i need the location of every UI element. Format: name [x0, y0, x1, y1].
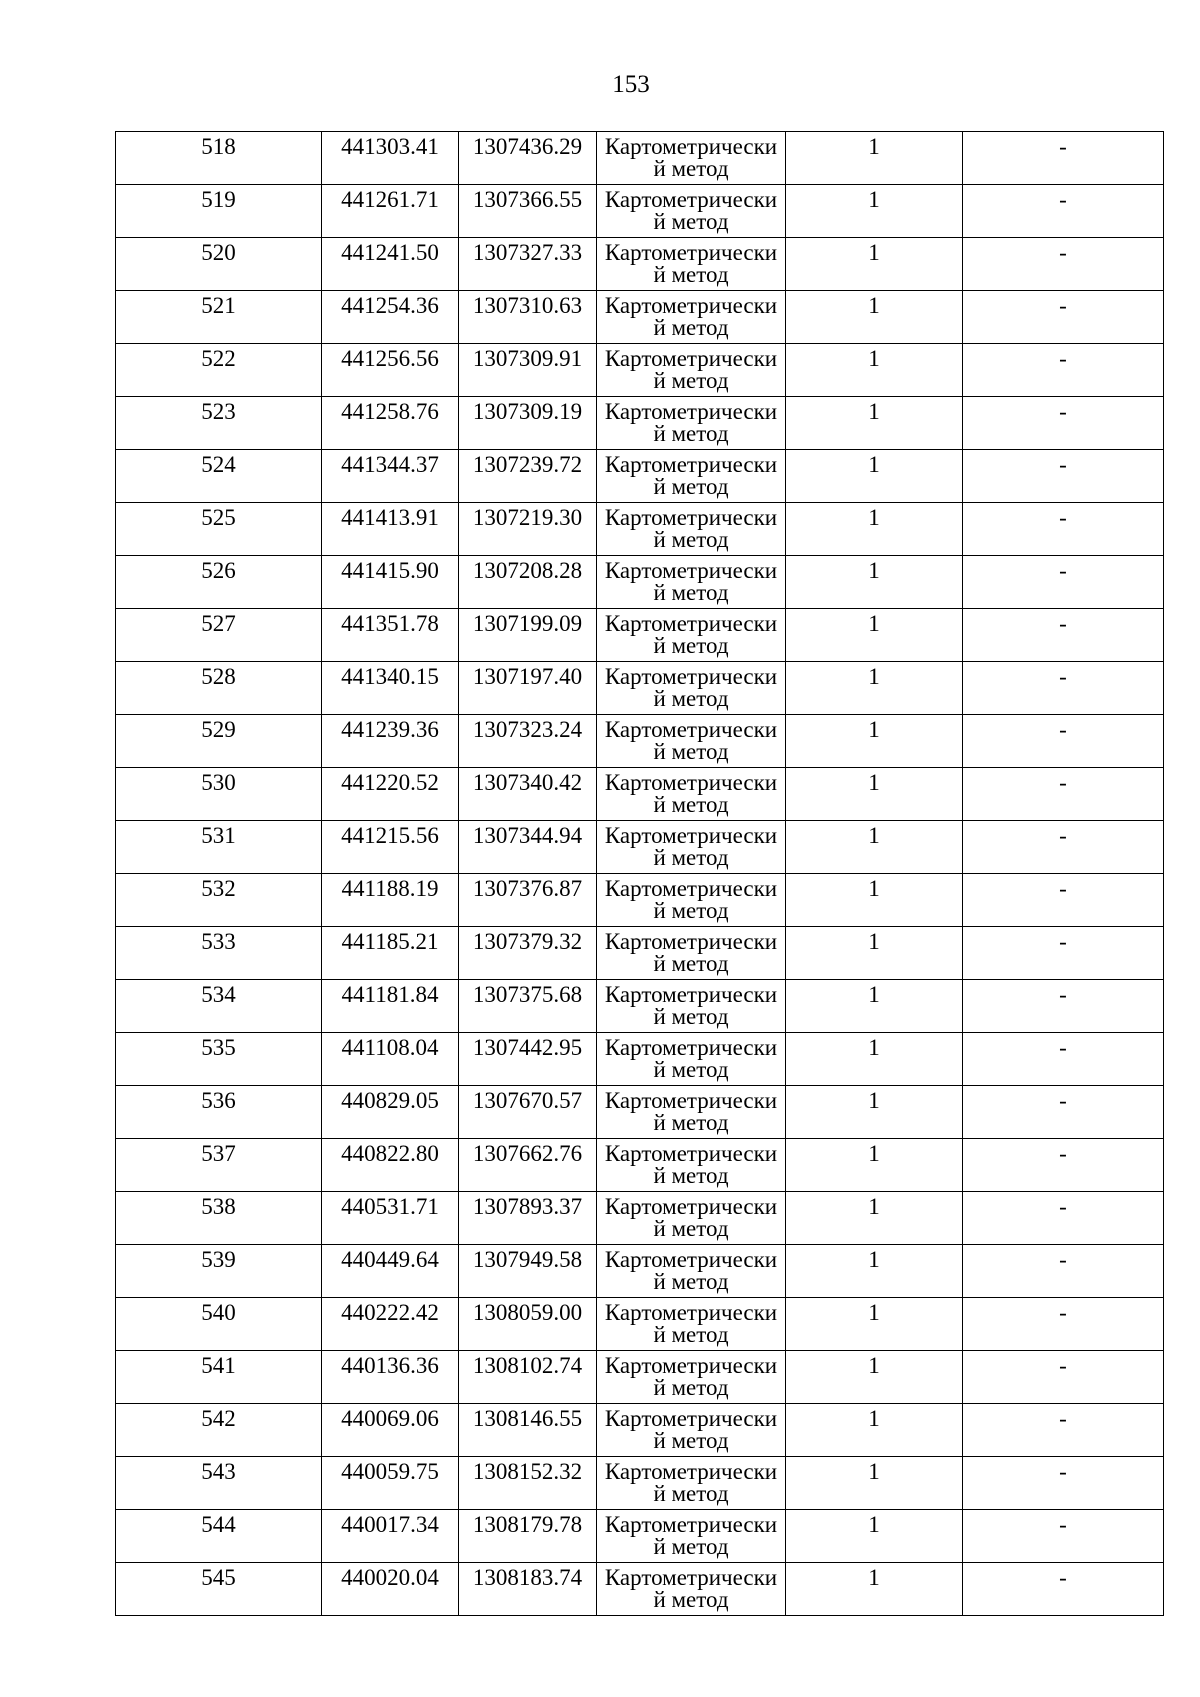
method-line-1: Картометрически [604, 1512, 778, 1537]
x-coordinate-cell: 441181.84 [322, 980, 459, 1033]
method-line-2: й метод [653, 368, 729, 393]
accuracy-cell: 1 [786, 1192, 963, 1245]
accuracy-cell: 1 [786, 980, 963, 1033]
table-row [116, 1457, 1164, 1510]
table-row [116, 556, 1164, 609]
table-row [116, 291, 1164, 344]
method-cell [597, 1139, 786, 1192]
method-line-1: Картометрически [604, 1300, 778, 1325]
method-line-2: й метод [653, 1322, 729, 1347]
y-coordinate-cell: 1307239.72 [459, 450, 597, 503]
accuracy-cell: 1 [786, 1086, 963, 1139]
method-line-2: й метод [653, 315, 729, 340]
y-coordinate-cell: 1307893.37 [459, 1192, 597, 1245]
description-cell: - [963, 715, 1164, 768]
method-cell [597, 450, 786, 503]
accuracy-cell: 1 [786, 1457, 963, 1510]
x-coordinate-cell: 441344.37 [322, 450, 459, 503]
table-row [116, 768, 1164, 821]
description-cell: - [963, 980, 1164, 1033]
table-row [116, 1404, 1164, 1457]
method-line-2: й метод [653, 1428, 729, 1453]
table-row [116, 344, 1164, 397]
accuracy-cell: 1 [786, 1404, 963, 1457]
method-line-1: Картометрически [604, 346, 778, 371]
method-cell [597, 1457, 786, 1510]
y-coordinate-cell: 1307379.32 [459, 927, 597, 980]
x-coordinate-cell: 440059.75 [322, 1457, 459, 1510]
description-cell: - [963, 609, 1164, 662]
method-cell [597, 609, 786, 662]
method-cell [597, 927, 786, 980]
method-line-2: й метод [653, 792, 729, 817]
method-line-2: й метод [653, 156, 729, 181]
method-line-2: й метод [653, 421, 729, 446]
description-cell: - [963, 1033, 1164, 1086]
table-row [116, 238, 1164, 291]
method-line-2: й метод [653, 1587, 729, 1612]
method-line-1: Картометрически [604, 929, 778, 954]
method-line-1: Картометрически [604, 452, 778, 477]
method-line-2: й метод [653, 686, 729, 711]
point-number-cell: 544 [116, 1510, 322, 1563]
x-coordinate-cell: 441215.56 [322, 821, 459, 874]
page-number: 153 [612, 71, 650, 98]
method-cell [597, 662, 786, 715]
accuracy-cell: 1 [786, 1033, 963, 1086]
x-coordinate-cell: 441351.78 [322, 609, 459, 662]
y-coordinate-cell: 1307323.24 [459, 715, 597, 768]
description-cell: - [963, 1563, 1164, 1616]
method-cell [597, 185, 786, 238]
x-coordinate-cell: 441241.50 [322, 238, 459, 291]
table-row [116, 1298, 1164, 1351]
x-coordinate-cell: 441413.91 [322, 503, 459, 556]
y-coordinate-cell: 1307344.94 [459, 821, 597, 874]
method-line-1: Картометрически [604, 558, 778, 583]
method-line-2: й метод [653, 580, 729, 605]
y-coordinate-cell: 1307376.87 [459, 874, 597, 927]
accuracy-cell: 1 [786, 1510, 963, 1563]
method-cell [597, 397, 786, 450]
table-row [116, 821, 1164, 874]
method-line-2: й метод [653, 898, 729, 923]
accuracy-cell: 1 [786, 1139, 963, 1192]
table-row [116, 450, 1164, 503]
method-line-1: Картометрически [604, 1141, 778, 1166]
y-coordinate-cell: 1308059.00 [459, 1298, 597, 1351]
method-line-1: Картометрически [604, 187, 778, 212]
point-number-cell: 545 [116, 1563, 322, 1616]
method-line-1: Картометрически [604, 134, 778, 159]
table-row [116, 1510, 1164, 1563]
accuracy-cell: 1 [786, 397, 963, 450]
description-cell: - [963, 1245, 1164, 1298]
accuracy-cell: 1 [786, 927, 963, 980]
x-coordinate-cell: 441220.52 [322, 768, 459, 821]
point-number-cell: 534 [116, 980, 322, 1033]
method-line-1: Картометрически [604, 876, 778, 901]
description-cell: - [963, 291, 1164, 344]
method-line-2: й метод [653, 1534, 729, 1559]
accuracy-cell: 1 [786, 1245, 963, 1298]
point-number-cell: 538 [116, 1192, 322, 1245]
method-line-2: й метод [653, 262, 729, 287]
description-cell: - [963, 874, 1164, 927]
accuracy-cell: 1 [786, 1563, 963, 1616]
x-coordinate-cell: 441303.41 [322, 132, 459, 185]
accuracy-cell: 1 [786, 1351, 963, 1404]
y-coordinate-cell: 1307309.19 [459, 397, 597, 450]
method-cell [597, 1510, 786, 1563]
description-cell: - [963, 1351, 1164, 1404]
description-cell: - [963, 662, 1164, 715]
x-coordinate-cell: 441239.36 [322, 715, 459, 768]
coordinates-table [115, 131, 1164, 1616]
y-coordinate-cell: 1307340.42 [459, 768, 597, 821]
method-cell [597, 980, 786, 1033]
point-number-cell: 526 [116, 556, 322, 609]
method-line-2: й метод [653, 1057, 729, 1082]
point-number-cell: 536 [116, 1086, 322, 1139]
x-coordinate-cell: 440020.04 [322, 1563, 459, 1616]
method-cell [597, 874, 786, 927]
method-line-2: й метод [653, 845, 729, 870]
accuracy-cell: 1 [786, 185, 963, 238]
description-cell: - [963, 503, 1164, 556]
y-coordinate-cell: 1307309.91 [459, 344, 597, 397]
description-cell: - [963, 1404, 1164, 1457]
point-number-cell: 541 [116, 1351, 322, 1404]
description-cell: - [963, 132, 1164, 185]
x-coordinate-cell: 441258.76 [322, 397, 459, 450]
accuracy-cell: 1 [786, 874, 963, 927]
table-row [116, 662, 1164, 715]
description-cell: - [963, 1298, 1164, 1351]
accuracy-cell: 1 [786, 238, 963, 291]
table-row [116, 503, 1164, 556]
x-coordinate-cell: 441188.19 [322, 874, 459, 927]
method-line-1: Картометрически [604, 505, 778, 530]
table-row [116, 185, 1164, 238]
table-row [116, 1192, 1164, 1245]
y-coordinate-cell: 1308152.32 [459, 1457, 597, 1510]
point-number-cell: 543 [116, 1457, 322, 1510]
table-row [116, 1245, 1164, 1298]
y-coordinate-cell: 1308102.74 [459, 1351, 597, 1404]
method-line-2: й метод [653, 1004, 729, 1029]
method-line-1: Картометрически [604, 717, 778, 742]
point-number-cell: 529 [116, 715, 322, 768]
method-line-2: й метод [653, 739, 729, 764]
accuracy-cell: 1 [786, 503, 963, 556]
method-line-1: Картометрически [604, 1406, 778, 1431]
method-line-1: Картометрически [604, 770, 778, 795]
table-row [116, 609, 1164, 662]
description-cell: - [963, 1510, 1164, 1563]
point-number-cell: 535 [116, 1033, 322, 1086]
method-cell [597, 1404, 786, 1457]
point-number-cell: 518 [116, 132, 322, 185]
method-line-1: Картометрически [604, 293, 778, 318]
x-coordinate-cell: 440822.80 [322, 1139, 459, 1192]
method-line-1: Картометрически [604, 611, 778, 636]
x-coordinate-cell: 441256.56 [322, 344, 459, 397]
method-cell [597, 132, 786, 185]
x-coordinate-cell: 440222.42 [322, 1298, 459, 1351]
point-number-cell: 525 [116, 503, 322, 556]
method-line-1: Картометрически [604, 982, 778, 1007]
y-coordinate-cell: 1308183.74 [459, 1563, 597, 1616]
description-cell: - [963, 1457, 1164, 1510]
table-row [116, 980, 1164, 1033]
method-cell [597, 503, 786, 556]
description-cell: - [963, 556, 1164, 609]
point-number-cell: 531 [116, 821, 322, 874]
y-coordinate-cell: 1307219.30 [459, 503, 597, 556]
table-row [116, 874, 1164, 927]
y-coordinate-cell: 1307327.33 [459, 238, 597, 291]
accuracy-cell: 1 [786, 450, 963, 503]
method-line-1: Картометрически [604, 1194, 778, 1219]
point-number-cell: 533 [116, 927, 322, 980]
table-row [116, 132, 1164, 185]
description-cell: - [963, 238, 1164, 291]
table-row [116, 1086, 1164, 1139]
method-cell [597, 1245, 786, 1298]
table-row [116, 1139, 1164, 1192]
y-coordinate-cell: 1307375.68 [459, 980, 597, 1033]
method-line-1: Картометрически [604, 240, 778, 265]
method-line-1: Картометрически [604, 664, 778, 689]
method-line-2: й метод [653, 1481, 729, 1506]
method-cell [597, 291, 786, 344]
method-line-1: Картометрически [604, 399, 778, 424]
point-number-cell: 532 [116, 874, 322, 927]
method-cell [597, 768, 786, 821]
table-row [116, 1033, 1164, 1086]
description-cell: - [963, 185, 1164, 238]
accuracy-cell: 1 [786, 768, 963, 821]
description-cell: - [963, 1192, 1164, 1245]
description-cell: - [963, 927, 1164, 980]
x-coordinate-cell: 441185.21 [322, 927, 459, 980]
table-row [116, 1351, 1164, 1404]
description-cell: - [963, 768, 1164, 821]
point-number-cell: 521 [116, 291, 322, 344]
x-coordinate-cell: 441261.71 [322, 185, 459, 238]
method-line-1: Картометрически [604, 1459, 778, 1484]
y-coordinate-cell: 1307949.58 [459, 1245, 597, 1298]
method-line-2: й метод [653, 1375, 729, 1400]
coordinates-table-body [116, 132, 1164, 1616]
method-line-2: й метод [653, 209, 729, 234]
y-coordinate-cell: 1308179.78 [459, 1510, 597, 1563]
y-coordinate-cell: 1307310.63 [459, 291, 597, 344]
point-number-cell: 523 [116, 397, 322, 450]
description-cell: - [963, 1086, 1164, 1139]
method-line-2: й метод [653, 1163, 729, 1188]
point-number-cell: 519 [116, 185, 322, 238]
description-cell: - [963, 397, 1164, 450]
method-line-1: Картометрически [604, 823, 778, 848]
method-line-2: й метод [653, 633, 729, 658]
method-line-1: Картометрически [604, 1353, 778, 1378]
y-coordinate-cell: 1307670.57 [459, 1086, 597, 1139]
accuracy-cell: 1 [786, 715, 963, 768]
accuracy-cell: 1 [786, 291, 963, 344]
method-line-1: Картометрически [604, 1088, 778, 1113]
x-coordinate-cell: 441254.36 [322, 291, 459, 344]
method-cell [597, 1192, 786, 1245]
method-line-2: й метод [653, 951, 729, 976]
y-coordinate-cell: 1307436.29 [459, 132, 597, 185]
point-number-cell: 539 [116, 1245, 322, 1298]
y-coordinate-cell: 1307199.09 [459, 609, 597, 662]
accuracy-cell: 1 [786, 609, 963, 662]
x-coordinate-cell: 440829.05 [322, 1086, 459, 1139]
method-line-1: Картометрически [604, 1035, 778, 1060]
method-line-2: й метод [653, 474, 729, 499]
point-number-cell: 527 [116, 609, 322, 662]
point-number-cell: 528 [116, 662, 322, 715]
y-coordinate-cell: 1308146.55 [459, 1404, 597, 1457]
x-coordinate-cell: 440069.06 [322, 1404, 459, 1457]
method-cell [597, 556, 786, 609]
table-row [116, 927, 1164, 980]
method-cell [597, 715, 786, 768]
description-cell: - [963, 821, 1164, 874]
method-cell [597, 821, 786, 874]
method-line-1: Картометрически [604, 1565, 778, 1590]
x-coordinate-cell: 441415.90 [322, 556, 459, 609]
accuracy-cell: 1 [786, 132, 963, 185]
y-coordinate-cell: 1307366.55 [459, 185, 597, 238]
x-coordinate-cell: 440449.64 [322, 1245, 459, 1298]
table-row [116, 1563, 1164, 1616]
y-coordinate-cell: 1307442.95 [459, 1033, 597, 1086]
point-number-cell: 524 [116, 450, 322, 503]
x-coordinate-cell: 440531.71 [322, 1192, 459, 1245]
x-coordinate-cell: 441340.15 [322, 662, 459, 715]
point-number-cell: 522 [116, 344, 322, 397]
x-coordinate-cell: 440017.34 [322, 1510, 459, 1563]
method-cell [597, 1086, 786, 1139]
x-coordinate-cell: 440136.36 [322, 1351, 459, 1404]
method-cell [597, 1298, 786, 1351]
accuracy-cell: 1 [786, 344, 963, 397]
method-cell [597, 1563, 786, 1616]
method-cell [597, 344, 786, 397]
accuracy-cell: 1 [786, 1298, 963, 1351]
point-number-cell: 542 [116, 1404, 322, 1457]
method-line-1: Картометрически [604, 1247, 778, 1272]
method-cell [597, 1033, 786, 1086]
method-line-2: й метод [653, 1269, 729, 1294]
method-line-2: й метод [653, 527, 729, 552]
method-cell [597, 238, 786, 291]
y-coordinate-cell: 1307208.28 [459, 556, 597, 609]
accuracy-cell: 1 [786, 556, 963, 609]
point-number-cell: 520 [116, 238, 322, 291]
table-row [116, 397, 1164, 450]
description-cell: - [963, 344, 1164, 397]
accuracy-cell: 1 [786, 662, 963, 715]
description-cell: - [963, 450, 1164, 503]
table-row [116, 715, 1164, 768]
y-coordinate-cell: 1307662.76 [459, 1139, 597, 1192]
method-line-2: й метод [653, 1216, 729, 1241]
point-number-cell: 540 [116, 1298, 322, 1351]
method-cell [597, 1351, 786, 1404]
point-number-cell: 530 [116, 768, 322, 821]
x-coordinate-cell: 441108.04 [322, 1033, 459, 1086]
accuracy-cell: 1 [786, 821, 963, 874]
description-cell: - [963, 1139, 1164, 1192]
y-coordinate-cell: 1307197.40 [459, 662, 597, 715]
point-number-cell: 537 [116, 1139, 322, 1192]
method-line-2: й метод [653, 1110, 729, 1135]
